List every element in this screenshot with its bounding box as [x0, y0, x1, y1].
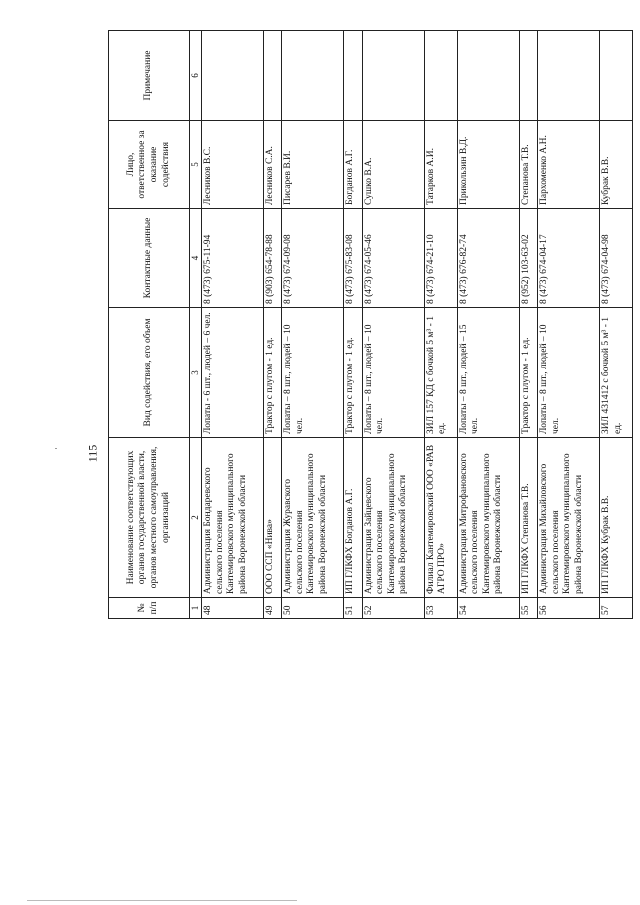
- row-number: 56: [537, 598, 599, 619]
- column-index: 4: [190, 209, 202, 308]
- contact-phone: 8 (473) 676-82-74: [457, 209, 519, 308]
- assistance-table: [108, 30, 633, 619]
- note: [344, 31, 362, 121]
- footer-rule: [27, 900, 297, 901]
- assistance-type: ЗИЛ 157 КД с бочкой 5 м³ - 1 ед.: [424, 308, 457, 438]
- table-row: [424, 31, 457, 619]
- row-number: 49: [264, 598, 282, 619]
- table-row: [457, 31, 519, 619]
- responsible-person: Лесников В.С.: [201, 121, 263, 209]
- note: [519, 31, 537, 121]
- assistance-type: Лопаты – 8 шт., людей – 10 чел.: [282, 308, 344, 438]
- organization-name: ИП ГЛКФХ Кубрак В.В.: [600, 438, 633, 598]
- contact-phone: 8 (473) 675-83-08: [344, 209, 362, 308]
- organization-name: ИП ГЛКФХ Богданов А.Г.: [344, 438, 362, 598]
- note: [424, 31, 457, 121]
- scan-speck: [55, 448, 57, 449]
- note: [457, 31, 519, 121]
- assistance-type: Лопаты – 8 шт., людей – 15 чел.: [457, 308, 519, 438]
- column-header: Контактные данные: [109, 209, 190, 308]
- table-row: [600, 31, 633, 619]
- assistance-type: Трактор с плугом - 1 ед.: [519, 308, 537, 438]
- row-number: 57: [600, 598, 633, 619]
- assistance-type: ЗИЛ 431412 с бочкой 5 м³ - 1 ед.: [600, 308, 633, 438]
- organization-name: Администрация Журавского сельского поселения Кантемировского муниципального района Воронежской области: [282, 438, 344, 598]
- column-header: Лицо, ответственное за оказание содействия: [109, 121, 190, 209]
- contact-phone: 8 (903) 654-78-88: [264, 209, 282, 308]
- contact-phone: 8 (952) 103-63-02: [519, 209, 537, 308]
- note: [264, 31, 282, 121]
- organization-name: Администрация Митрофановского сельского поселения Кантемировского муниципального района Воронежской области: [457, 438, 519, 598]
- contact-phone: 8 (473) 675-11-94: [201, 209, 263, 308]
- contact-phone: 8 (473) 674-21-10: [424, 209, 457, 308]
- note: [362, 31, 424, 121]
- contact-phone: 8 (473) 674-05-46: [362, 209, 424, 308]
- organization-name: Администрация Зайцевского сельского поселения Кантемировского муниципального района Воронежской области: [362, 438, 424, 598]
- table-row: [201, 31, 263, 619]
- row-number: 51: [344, 598, 362, 619]
- table-row: [282, 31, 344, 619]
- responsible-person: Степанова Т.В.: [519, 121, 537, 209]
- responsible-person: Кубрак В.В.: [600, 121, 633, 209]
- responsible-person: Пархоменко А.Н.: [537, 121, 599, 209]
- row-number: 55: [519, 598, 537, 619]
- assistance-type: Лопаты – 8 шт., людей – 10 чел.: [362, 308, 424, 438]
- note: [201, 31, 263, 121]
- column-header: Наименование соответствующих органов государственной власти, органов местного самоуправления, организаций: [109, 438, 190, 598]
- column-index: 3: [190, 308, 202, 438]
- header-row: [109, 31, 190, 619]
- responsible-person: Татарков А.И.: [424, 121, 457, 209]
- column-index: 1: [190, 598, 202, 619]
- organization-name: Администрация Бондаревского сельского поселения Кантемировского муниципального района Воронежской области: [201, 438, 263, 598]
- organization-name: Администрация Михайловского сельского поселения Кантемировского муниципального района Воронежской области: [537, 438, 599, 598]
- assistance-type: Трактор с плугом - 1 ед.: [344, 308, 362, 438]
- responsible-person: Богданов А.Г.: [344, 121, 362, 209]
- column-index: 5: [190, 121, 202, 209]
- row-number: 52: [362, 598, 424, 619]
- organization-name: Филиал Кантемировский ООО «РАВ АГРО ПРО»: [424, 438, 457, 598]
- page-number: 115: [85, 444, 100, 463]
- row-number: 48: [201, 598, 263, 619]
- note: [600, 31, 633, 121]
- row-number: 53: [424, 598, 457, 619]
- row-number: 54: [457, 598, 519, 619]
- row-number: 50: [282, 598, 344, 619]
- column-header: Примечание: [109, 31, 190, 121]
- organization-name: ООО ССП «Нива»: [264, 438, 282, 598]
- assistance-type: Лопаты - 6 шт., людей – 6 чел.: [201, 308, 263, 438]
- responsible-person: Лесников С.А.: [264, 121, 282, 209]
- table-row: [344, 31, 362, 619]
- column-index: 2: [190, 438, 202, 598]
- contact-phone: 8 (473) 674-04-17: [537, 209, 599, 308]
- table-row: [519, 31, 537, 619]
- assistance-type: Лопаты – 8 шт., людей – 10 чел.: [537, 308, 599, 438]
- column-index: 6: [190, 31, 202, 121]
- column-header: Вид содействия, его объем: [109, 308, 190, 438]
- responsible-person: Писарев В.И.: [282, 121, 344, 209]
- note: [282, 31, 344, 121]
- column-index-row: [190, 31, 202, 619]
- table-row: [264, 31, 282, 619]
- assistance-type: Трактор с плугом - 1 ед.: [264, 308, 282, 438]
- contact-phone: 8 (473) 674-04-98: [600, 209, 633, 308]
- table-row: [537, 31, 599, 619]
- responsible-person: Прикользин В.Д.: [457, 121, 519, 209]
- rotated-table-container: [108, 31, 633, 619]
- organization-name: ИП ГЛКФХ Степанова Т.В.: [519, 438, 537, 598]
- table-body: [201, 31, 632, 619]
- contact-phone: 8 (473) 674-09-08: [282, 209, 344, 308]
- table-row: [362, 31, 424, 619]
- note: [537, 31, 599, 121]
- column-header: № п/п: [109, 598, 190, 619]
- responsible-person: Сушко В.А.: [362, 121, 424, 209]
